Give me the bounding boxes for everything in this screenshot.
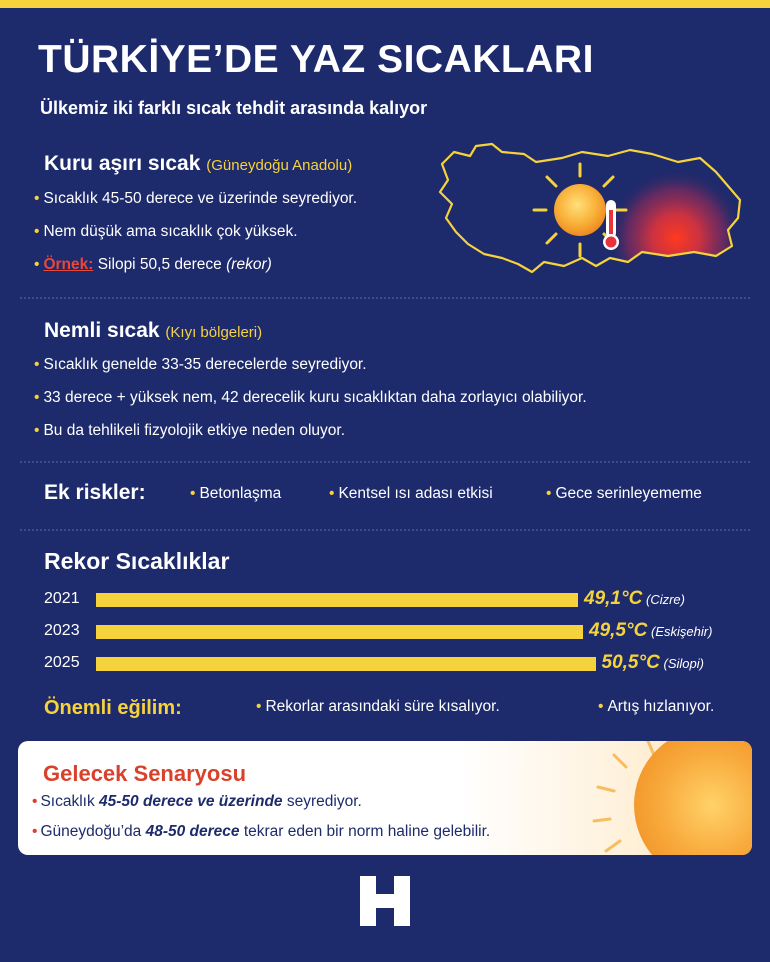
page-subtitle: Ülkemiz iki farklı sıcak tehdit arasında kalıyor — [40, 98, 428, 118]
record-year: 2023 — [44, 622, 80, 639]
humid-heat-bullet: • Sıcaklık genelde 33-35 derecelerde seyrediyor. — [34, 356, 367, 373]
dry-heat-title — [44, 152, 352, 176]
extra-risk-item: • Kentsel ısı adası etkisi — [329, 485, 493, 502]
section-divider — [20, 529, 750, 531]
example-label: Örnek: — [43, 256, 94, 273]
record-location: (Eskişehir) — [651, 624, 713, 639]
record-year: 2025 — [44, 654, 80, 671]
record-value: 49,5°C — [589, 620, 648, 641]
dry-heat-example: • Örnek: Silopi 50,5 derece (rekor) — [34, 256, 272, 273]
top-accent-bar — [0, 0, 770, 8]
records-title: Rekor Sıcaklıklar — [44, 548, 230, 574]
brand-logo-icon — [356, 872, 414, 930]
future-scenario-card — [18, 741, 752, 855]
record-location: (Silopi) — [663, 656, 704, 671]
turkey-map-icon — [432, 140, 752, 280]
dry-heat-bullet: • Sıcaklık 45-50 derece ve üzerinde seyrediyor. — [34, 190, 358, 207]
humid-heat-bullet: • Bu da tehlikeli fizyolojik etkiye neden oluyor. — [34, 422, 345, 439]
humid-heat-heading: Nemli sıcak — [44, 319, 160, 342]
dry-heat-bullet: • Nem düşük ama sıcaklık çok yüksek. — [34, 223, 298, 240]
record-year: 2021 — [44, 590, 80, 607]
extra-risks-title: Ek riskler: — [44, 481, 146, 504]
dry-heat-heading: Kuru aşırı sıcak — [44, 152, 201, 175]
trend-item: • Rekorlar arasındaki süre kısalıyor. — [256, 698, 500, 715]
humid-heat-bullet: • 33 derece + yüksek nem, 42 derecelik kuru sıcaklıktan daha zorlayıcı olabiliyor. — [34, 389, 587, 406]
humid-heat-region: (Kıyı bölgeleri) — [165, 324, 263, 341]
record-bar — [96, 625, 583, 639]
record-bar — [96, 593, 578, 607]
section-divider — [20, 297, 750, 299]
record-value: 50,5°C — [601, 652, 660, 673]
trend-title: Önemli eğilim: — [44, 697, 182, 719]
section-divider — [20, 461, 750, 463]
record-location: (Cizre) — [646, 592, 685, 607]
extra-risk-item: • Gece serinleyememe — [546, 485, 702, 502]
future-line: • Sıcaklık 45-50 derece ve üzerinde seyrediyor. — [32, 793, 362, 810]
humid-heat-title — [44, 319, 262, 343]
dry-heat-region: (Güneydoğu Anadolu) — [206, 157, 353, 174]
record-value: 49,1°C — [584, 588, 643, 609]
future-line: • Güneydoğu’da 48-50 derece tekrar eden bir norm haline gelebilir. — [32, 823, 491, 840]
trend-item: • Artış hızlanıyor. — [598, 698, 715, 715]
future-title: Gelecek Senaryosu — [43, 761, 247, 786]
extra-risk-item: • Betonlaşma — [190, 485, 282, 502]
page-title: TÜRKİYE’DE YAZ SICAKLARI — [38, 38, 594, 81]
sun-icon — [562, 741, 752, 855]
record-bar — [96, 657, 596, 671]
